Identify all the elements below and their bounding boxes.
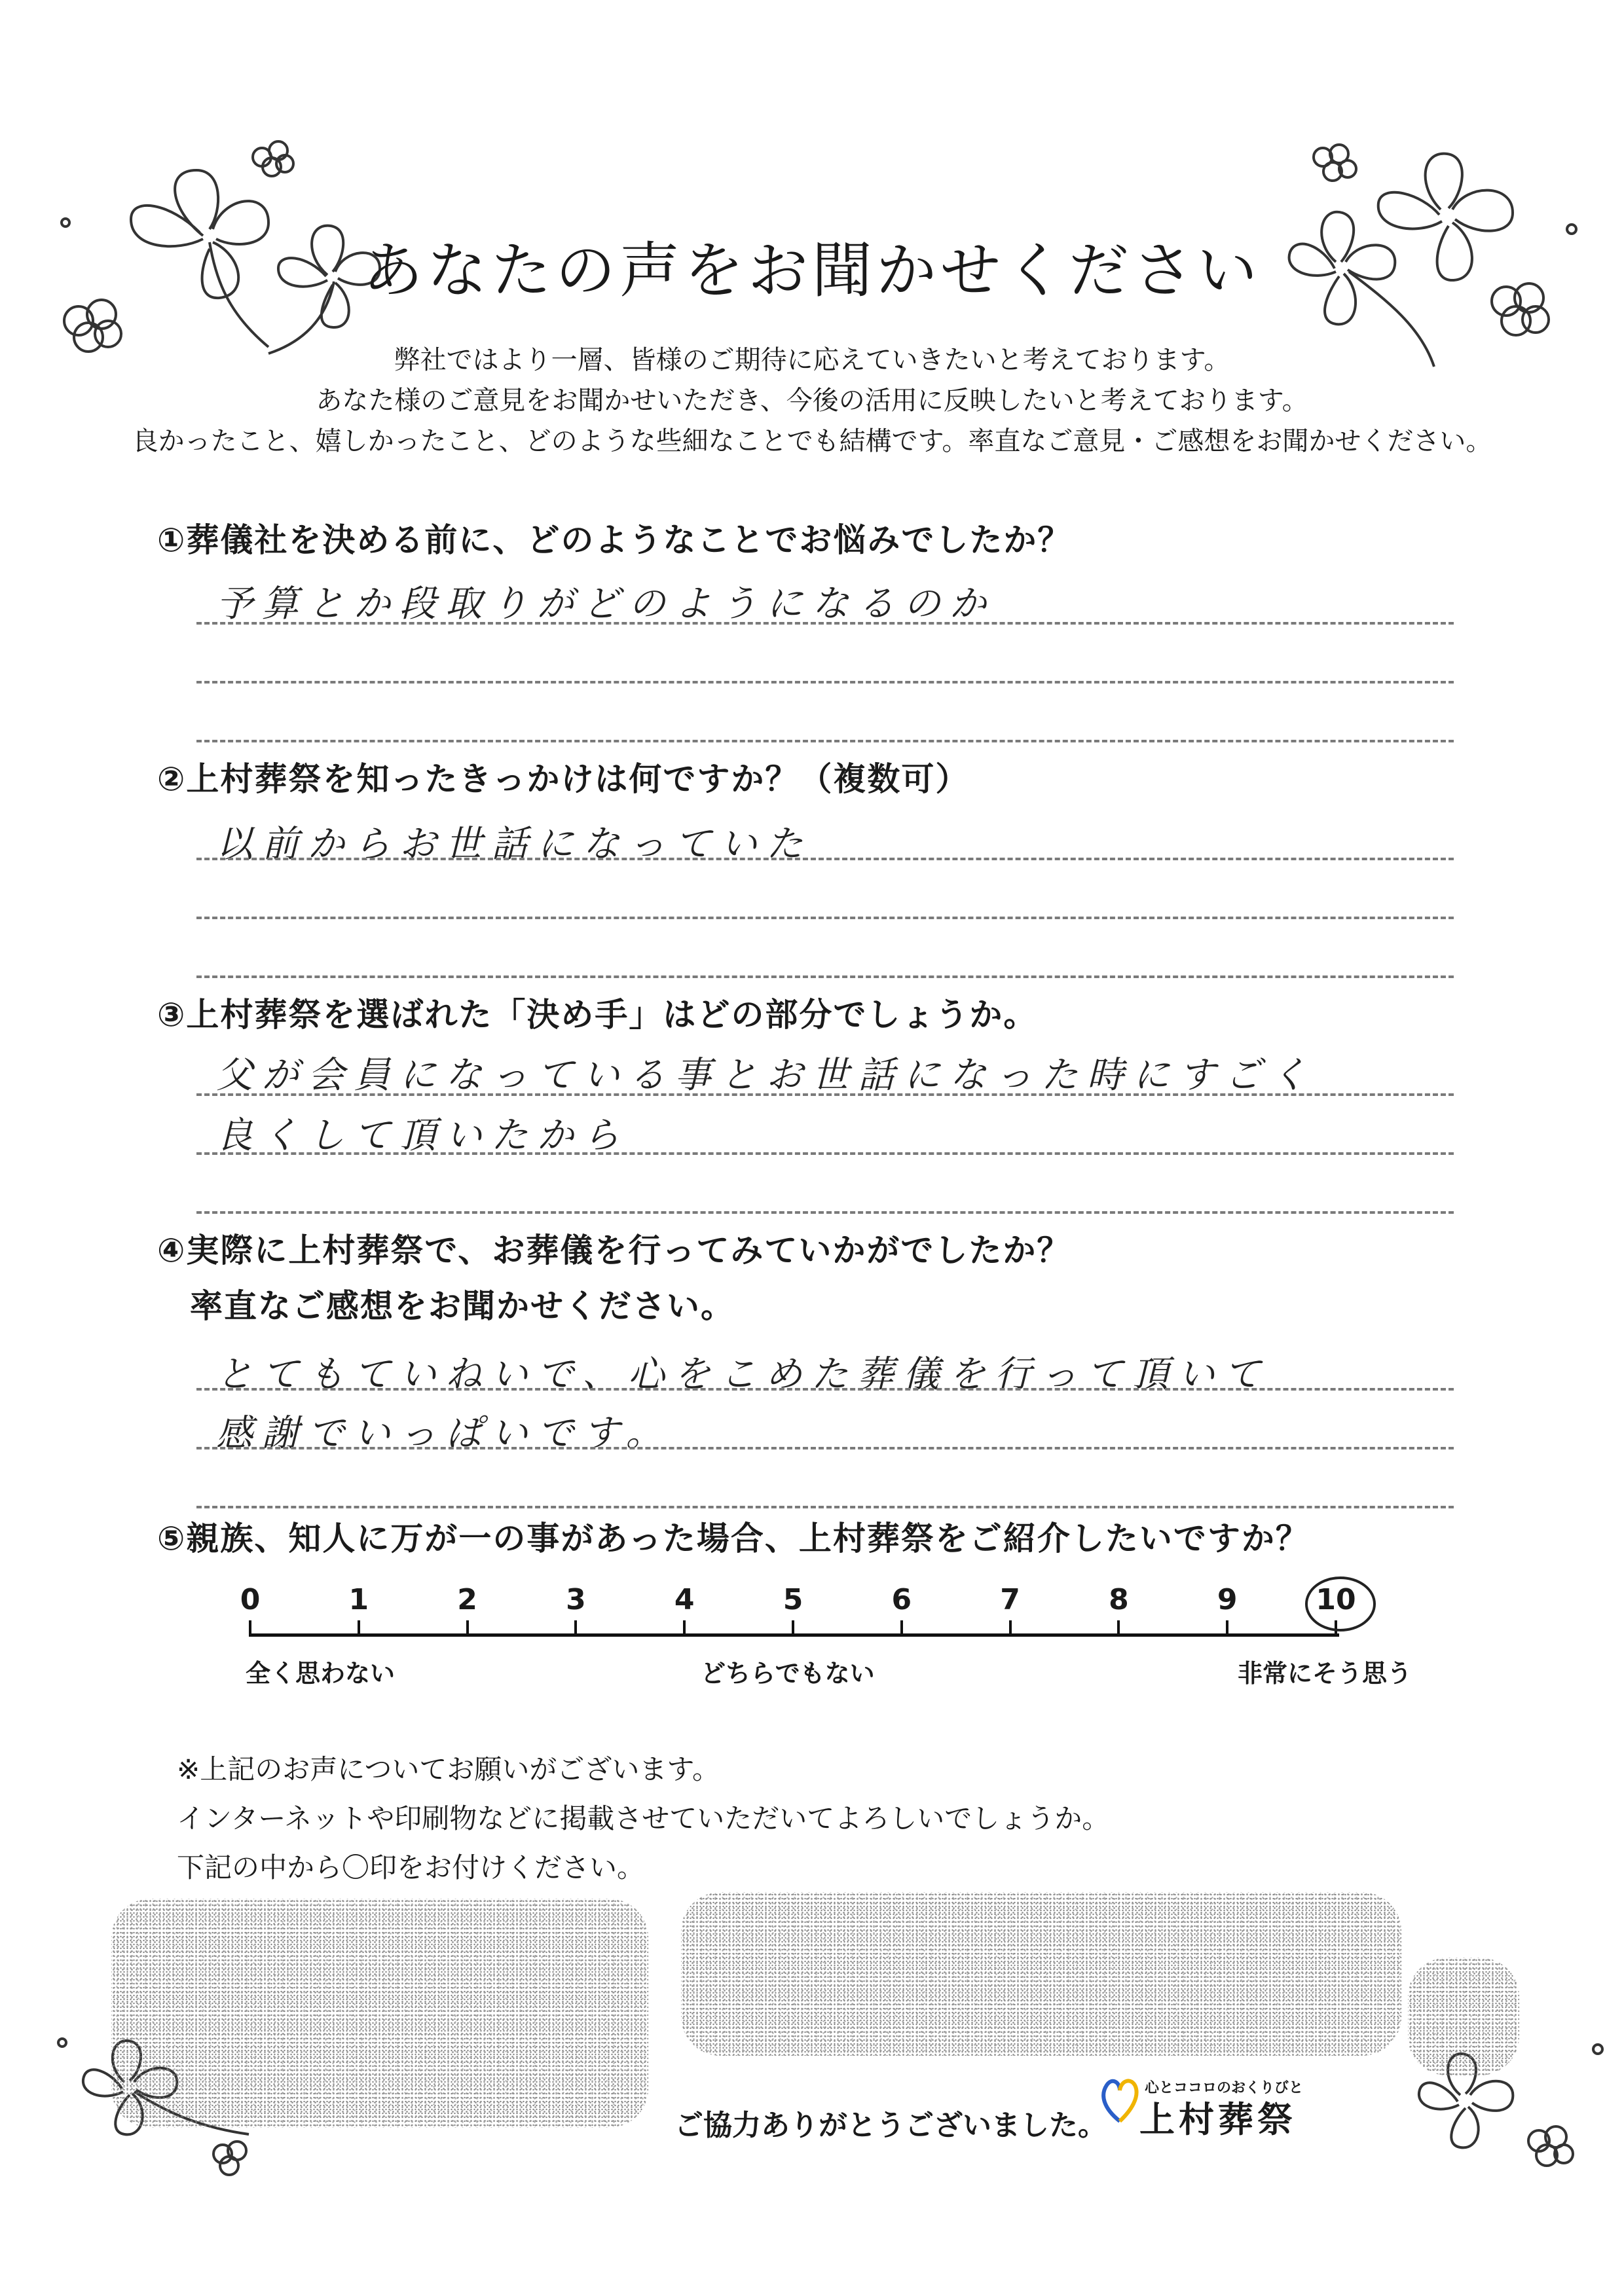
question-4-sub: 率直なご感想をお聞かせください。 [190, 1287, 735, 1325]
scale-number-8[interactable]: 8 [1109, 1583, 1129, 1616]
answer-1: 予算とか段取りがどのようになるのか [216, 583, 995, 625]
page-title: あなたの声をお聞かせください [362, 236, 1261, 306]
scale-number-3[interactable]: 3 [566, 1583, 586, 1616]
answer-line [196, 1211, 1454, 1214]
scale-number-5[interactable]: 5 [783, 1583, 803, 1616]
brand-name: 上村葬祭 [1139, 2099, 1297, 2140]
scale-tick [900, 1620, 903, 1636]
answer-line [196, 740, 1454, 742]
question-1: ①葬儀社を決める前に、どのようなことでお悩みでしたか？ [157, 521, 1072, 559]
scale-tick [1117, 1620, 1120, 1636]
answer-line [196, 917, 1454, 919]
intro-line-3: 良かったこと、嬉しかったこと、どのような些細なことでも結構です。率直なご意見・ご感想をお聞かせください。 [132, 426, 1492, 456]
scale-number-7[interactable]: 7 [1000, 1583, 1020, 1616]
answer-line [196, 858, 1454, 860]
question-2: ②上村葬祭を知ったきっかけは何ですか？（複数可） [157, 760, 970, 798]
scale-tick [574, 1620, 577, 1636]
brand-tagline: 心とココロのおくりびと [1145, 2080, 1304, 2096]
answer-line [196, 1388, 1454, 1391]
answer-3-line-2: 良くして頂いたから [216, 1114, 629, 1157]
scale-number-6[interactable]: 6 [891, 1583, 912, 1616]
answer-line [196, 1152, 1454, 1155]
scale-number-2[interactable]: 2 [457, 1583, 477, 1616]
brand-logo-icon [1100, 2072, 1139, 2124]
answer-4-line-2: 感謝でいっぱいです。 [216, 1412, 672, 1455]
intro-line-2: あなた様のご意見をお聞かせいただき、今後の活用に反映したいと考えております。 [316, 386, 1308, 416]
answer-2: 以前からお世話になっていた [216, 823, 812, 866]
scale-tick [1226, 1620, 1228, 1636]
scale-tick [358, 1620, 360, 1636]
scale-tick [1009, 1620, 1012, 1636]
scale-number-1[interactable]: 1 [348, 1583, 369, 1616]
answer-line [196, 1506, 1454, 1508]
note-line-3: 下記の中から〇印をお付けください。 [177, 1851, 645, 1884]
scale-number-10[interactable]: 10 [1316, 1583, 1356, 1616]
intro-line-1: 弊社ではより一層、皆様のご期待に応えていきたいと考えております。 [394, 345, 1230, 375]
scale-number-9[interactable]: 9 [1217, 1583, 1238, 1616]
scale-label-low: 全く思わない [246, 1659, 396, 1688]
note-line-2: インターネットや印刷物などに掲載させていただいてよろしいでしょうか。 [177, 1802, 1110, 1834]
scale-number-0[interactable]: 0 [240, 1583, 261, 1616]
answer-line [196, 622, 1454, 625]
answer-line [196, 975, 1454, 978]
scale-label-mid: どちらでもない [701, 1659, 875, 1688]
note-line-1: ※上記のお声についてお願いがございます。 [177, 1753, 720, 1785]
question-3: ③上村葬祭を選ばれた「決め手」はどの部分でしょうか。 [157, 996, 1038, 1034]
scale-number-4[interactable]: 4 [674, 1583, 695, 1616]
scale-tick [249, 1620, 251, 1636]
answer-line [196, 1447, 1454, 1449]
question-4: ④実際に上村葬祭で、お葬儀を行ってみていかがでしたか？ [157, 1231, 1071, 1269]
scale-label-high: 非常にそう思う [1238, 1659, 1412, 1688]
redacted-area-left [111, 1899, 648, 2128]
redacted-area-right [681, 1892, 1401, 2056]
scale-tick [466, 1620, 469, 1636]
scale-tick [792, 1620, 794, 1636]
answer-3-line-1: 父が会員になっている事とお世話になった時にすごく [216, 1054, 1316, 1097]
scale-tick [683, 1620, 686, 1636]
thanks-message: ご協力ありがとうございました。 [674, 2109, 1107, 2142]
answer-4-line-1: とてもていねいで、心をこめた葬儀を行って頂いて [216, 1353, 1270, 1396]
answer-line [196, 1093, 1454, 1096]
redacted-area-corner [1408, 1958, 1519, 2075]
answer-line [196, 681, 1454, 683]
selected-circle-mark [1300, 1570, 1385, 1642]
question-5: ⑤親族、知人に万が一の事があった場合、上村葬祭をご紹介したいですか？ [157, 1520, 1310, 1558]
